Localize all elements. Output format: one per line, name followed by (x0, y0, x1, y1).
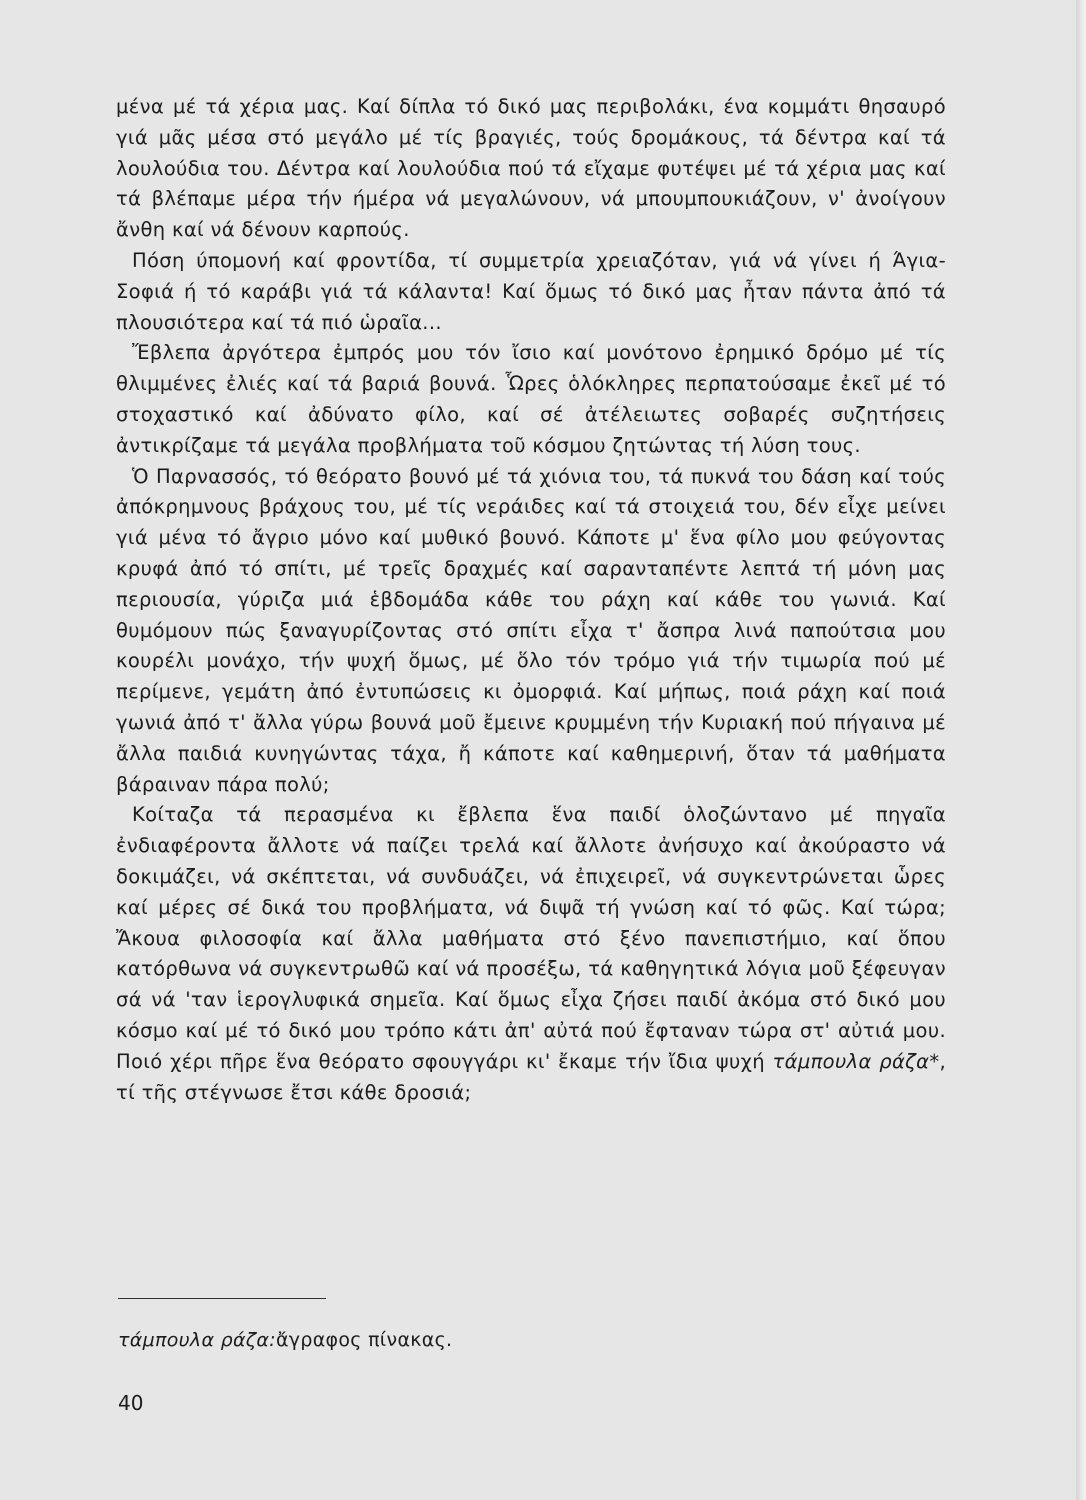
paragraph-5 (116, 800, 946, 1108)
footnote-reference: τάμπουλα ράζα* (772, 1049, 940, 1073)
footnote-definition: ἄγραφος πίνακας. (275, 1329, 453, 1351)
paragraph-1: μένα μέ τά χέρια μας. Καί δίπλα τό δικό μας περιβολάκι, ένα κομμάτι θησαυρό γιά μᾶς μέσα στό μεγάλο μέ τίς βραγιές, τούς δρομάκους, τά δέντρα καί τά λουλούδια του. Δέντρα καί λουλούδια πού τά εἴχαμε φυτέψει μέ τά χέρια μας καί τά βλέπαμε μέρα τήν ήμέρα νά μεγαλώνουν, νά μπουμπουκιάζουν, ν' ἀνοίγουν ἄνθη καί νά δένουν καρπούς. (116, 95, 946, 242)
footnote-term: τάμπουλα ράζα: (118, 1329, 276, 1351)
paragraph-4: Ὁ Παρνασσός, τό θεόρατο βουνό μέ τά χιόνια του, τά πυκνά του δάση καί τούς ἀπόκρημνους βράχους του, μέ τίς νεράιδες καί τά στοιχειά του, δέν εἶχε μείνει γιά μένα τό ἄγριο μόνο καί μυθικό βουνό. Κάποτε μ' ἕνα φίλο μου φεύγοντας κρυφά ἀπό τό σπίτι, μέ τρεῖς δραχμές καί σαρανταπέντε λεπτά τή μόνη μας περιουσία, γύριζα μιά ἑβδομάδα κάθε του ράχη καί κάθε του γωνιά. Καί θυμόμουν πώς ξαναγυρίζοντας στό σπίτι εἶχα τ' ἄσπρα λινά παπούτσια μου κουρέλι μονάχο, τήν ψυχή ὅμως, μέ ὅλο τόν τρόμο γιά τήν τιμωρία πού μέ περίμενε, γεμάτη ἀπό ἐντυπώσεις κι ὀμορφιά. Καί μήπως, ποιά ράχη καί ποιά γωνιά ἀπό τ' ἄλλα γύρω βουνά μοῦ ἔμεινε κρυμμένη τήν Κυριακή πού πήγαινα μέ ἄλλα παιδιά κυνηγώντας τάχα, ἤ κάποτε καί καθημερινή, ὅταν τά μαθήματα βάραιναν πάρα πολύ; (116, 464, 946, 796)
paragraph-5-tail: , τί τῆς στέγνωσε ἔτσι κάθε δροσιά; (116, 1049, 946, 1104)
paragraph-2: Πόση ύπομονή καί φροντίδα, τί συμμετρία χρειαζόταν, γιά νά γίνει ή Άγια-Σοφιά ή τό καράβι γιά τά κάλαντα! Καί ὅμως τό δικό μας ἦταν πάντα ἀπό τά πλουσιότερα καί τά πιό ὡραῖα... (116, 248, 946, 334)
page-edge (1076, 0, 1086, 1500)
page-number: 40 (118, 1391, 144, 1415)
paragraph-5-text: Κοίταζα τά περασμένα κι ἔβλεπα ἕνα παιδί ὁλοζώντανο μέ πηγαῖα ἐνδιαφέροντα ἄλλοτε νά παίζει τρελά καί ἄλλοτε ἀνήσυχο καί ἀκούραστο νά δοκιμάζει, νά σκέπτεται, νά συνδυάζει, νά ἐπιχειρεῖ, νά συγκεντρώνεται ὧρες καί μέρες σέ δικά του προβλήματα, νά διψᾶ τή γνώση καί τό φῶς. Καί τώρα; Ἄκουα φιλοσοφία καί ἄλλα μαθήματα στό ξένο πανεπιστήμιο, καί ὅπου κατόρθωνα νά συγκεντρωθῶ καί νά προσέξω, τά καθηγητικά λόγια μοῦ ξέφευγαν σά νά 'ταν ἱερογλυφικά σημεῖα. Καί ὅμως εἶχα ζήσει παιδί ἀκόμα στό δικό μου κόσμο καί μέ τό δικό μου τρόπο κάτι ἀπ' αὐτά πού ἔφταναν τώρα στ' αὐτιά μου. Ποιό χέρι πῆρε ἕνα θεόρατο σφουγγάρι κι' ἔκαμε τήν ἴδια ψυχή (116, 803, 946, 1073)
footnote (118, 1327, 452, 1353)
paragraph-3: Ἔβλεπα ἀργότερα ἐμπρός μου τόν ἴσιο καί μονότονο ἐρημικό δρόμο μέ τίς θλιμμένες ἐλιές καί τά βαριά βουνά. Ὧρες ὁλόκληρες περπατούσαμε ἐκεῖ μέ τό στοχαστικό καί ἀδύνατο φίλο, καί σέ ἀτέλειωτες σοβαρές συζητήσεις ἀντικρίζαμε τά μεγάλα προβλήματα τοῦ κόσμου ζητώντας τή λύση τους. (116, 341, 946, 457)
body-text (116, 92, 946, 1108)
footnote-rule (118, 1298, 326, 1299)
